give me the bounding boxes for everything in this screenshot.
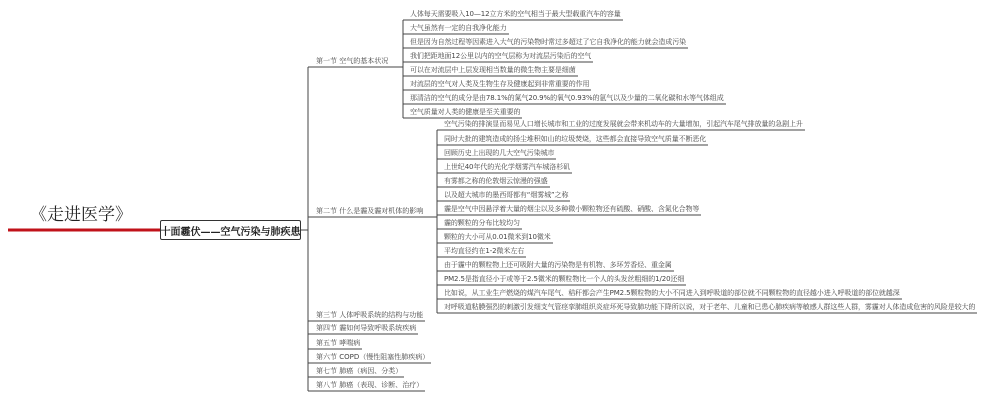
s1-item[interactable]: 但是因为自然过程等因素进入大气的污染物时常过多超过了它自我净化的能力就会造成污染 (410, 38, 686, 46)
s2-item[interactable]: 霾的颗粒的分布比较均匀 (444, 219, 520, 227)
section-6[interactable]: 第六节 COPD（慢性阻塞性肺疾病） (316, 353, 430, 361)
s2-item[interactable]: 平均直径约在1-2微米左右 (444, 247, 525, 255)
section-8[interactable]: 第八节 肺癌（表现、诊断、治疗） (316, 381, 424, 389)
s1-item[interactable]: 我们把距地面12公里以内的空气层称为对流层污染后的空气 (410, 52, 592, 60)
s2-item[interactable]: 对呼吸道粘膜强烈的刺激引发细支气管痉挛肺组织炎症坏死导致肺功能下降所以说，对于老年、儿童和已患心肺疾病等敏感人群这些人群，雾霾对人体造成危害的风险是较大的 (444, 303, 976, 311)
root-title: 《走进医学》 (30, 205, 132, 225)
s1-item[interactable]: 那清洁的空气的成分是由78.1%的氮气20.9%的氧气0.93%的氩气以及少量的二氧化碳和水等气体组成 (410, 94, 724, 102)
section-4[interactable]: 第四节 霾如何导致呼吸系统疾病 (316, 324, 417, 332)
s2-item[interactable]: 同时大批的建筑造成的扬尘堆积如山的垃圾焚烧，这些都会直接导致空气质量不断恶化 (444, 135, 707, 143)
section-2[interactable]: 第二节 什么是霾及霾对机体的影响 (316, 207, 424, 215)
section-3[interactable]: 第三节 人体呼吸系统的结构与功能 (316, 311, 424, 319)
s1-item[interactable]: 可以在对流层中上层发现相当数量的微生物主要是细菌 (410, 66, 576, 74)
s2-item[interactable]: 颗粒的大小可从0.01微米到10微米 (444, 233, 551, 241)
section-7[interactable]: 第七节 肺癌（病因、分类） (316, 367, 403, 375)
s1-item[interactable]: 大气虽然有一定的自我净化能力 (410, 24, 507, 32)
s1-item[interactable]: 空气质量对人类的健康是至关重要的 (410, 108, 521, 116)
s1-item[interactable]: 对流层的空气对人类及生物生存及健康起到非常重要的作用 (410, 80, 590, 88)
s2-item[interactable]: 以及超大城市的墨西哥都有“烟雾城”之称 (444, 191, 569, 199)
main-topic-box[interactable] (160, 220, 301, 240)
main-topic-label: 十面霾伏——空气污染与肺疾患 (160, 226, 301, 238)
s2-item[interactable]: 上世纪40年代的光化学烟雾汽车城洛杉矶 (444, 163, 571, 171)
section-1[interactable]: 第一节 空气的基本状况 (316, 57, 389, 65)
s2-item[interactable]: 霾是空气中因悬浮着大量的烟尘以及多种微小颗粒物还有硫酸、硝酸、含氮化合物等 (444, 205, 700, 213)
s2-item[interactable]: 回顾历史上出现的几大空气污染城市 (444, 149, 555, 157)
s2-item[interactable]: 由于霾中的颗粒物上还可吸附大量的污染物是有机物、多环芳香烃、重金属 (444, 261, 672, 269)
s2-item[interactable]: PM2.5是指直径小于或等于2.5微米的颗粒物比一个人的头发丝粗细的1/20还细 (444, 275, 685, 283)
s1-item[interactable]: 人体每天需要吸入10—12立方米的空气相当于最大型载重汽车的容量 (410, 10, 621, 18)
s2-item[interactable]: 空气污染的排演显而易见人口增长城市和工业的过度发展就会带来机动车的大量增加，引起汽车尾气排放量的急剧上升 (444, 120, 803, 128)
section-5[interactable]: 第五节 哮喘病 (316, 339, 361, 347)
s2-item[interactable]: 比如说，从工业生产燃烧的煤汽车尾气、秸秆都会产生PM2.5颗粒物的大小不同进入到呼吸道的部位就不同颗粒物的直径越小进入呼吸道的部位就越深 (444, 289, 900, 297)
s2-item[interactable]: 有雾都之称的伦敦烟云惊漫的强盛 (444, 177, 548, 185)
